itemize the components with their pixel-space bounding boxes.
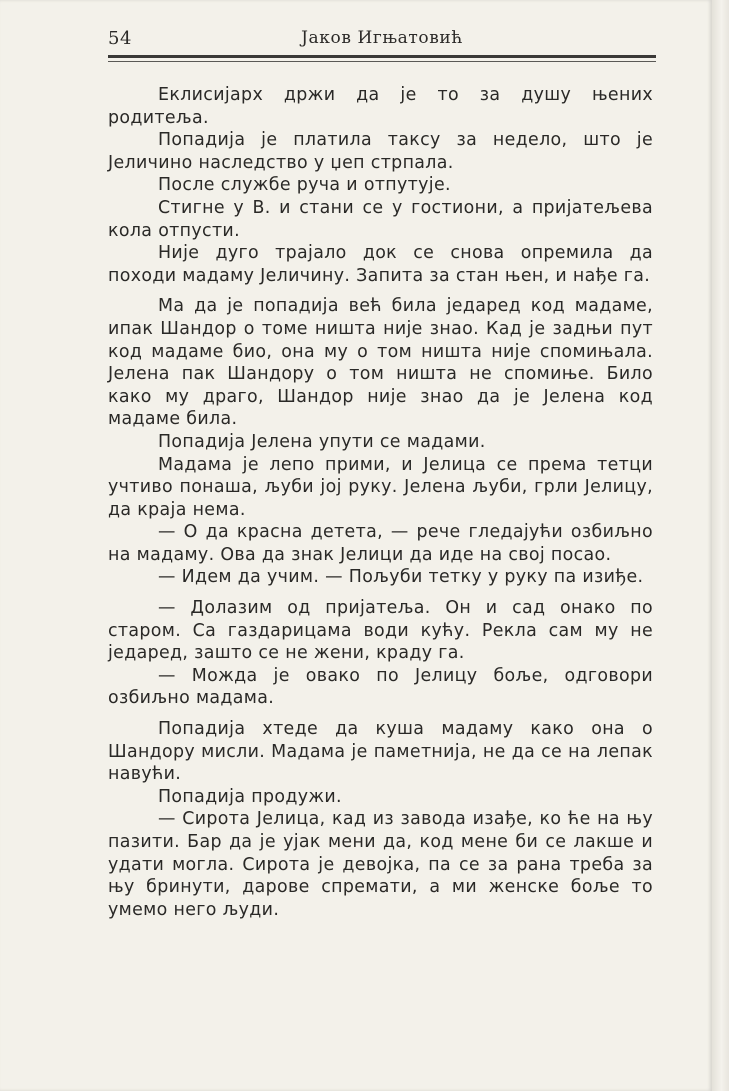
page-edge <box>712 0 729 1091</box>
paragraph: Ма да је попадија већ била једаред код мадаме, ипак Шандор о томе ништа није знао. Кад је задњи пут код мадаме био, она му о том ништа није спомињала. Јелена пак Шандору о том ништа не спомиње. Било како му драго, Шандор није знао да је Јелена код мадаме била. <box>108 296 653 430</box>
paragraph: Попадија хтеде да куша мадаму како она о Шандору мисли. Мадама је паметнија, не да се на лепак навући. <box>108 719 653 785</box>
header-rule-thick <box>108 55 656 58</box>
paragraph: После службе руча и отпутује. <box>158 175 451 196</box>
paragraph: Није дуго трајало док се снова опремила да походи мадаму Јеличину. Запита за стан њен, и нађе га. <box>108 243 653 286</box>
paragraph: — Можда је овако по Јелицу боље, одговори озбиљно мадама. <box>108 665 653 709</box>
page-number: 54 <box>108 28 132 49</box>
paragraph: — О да красна детета, — рече гледајући озбиљно на мадаму. Ова да знак Јелици да иде на свој посао. <box>108 522 653 565</box>
paragraph: Стигне у В. и стани се у гостиони, а пријатељева кола отпусти. <box>108 197 653 241</box>
paragraph: Попадија је платила таксу за недело, што је Јеличино наследство у џеп стрпала. <box>108 130 653 173</box>
paragraph: — Идем да учим. — Пољуби тетку у руку па изиђе. <box>158 567 644 588</box>
paragraph: — Сирота Јелица, кад из завода изађе, ко ће на њу пазити. Бар да је ујак мени да, код мене би се лакше и удати могла. Сирота је девојка, па се за рана треба за њу бринути, дарове спремати, а ми женске боље то умемо него људи. <box>108 809 653 920</box>
paragraph: — Долазим од пријатеља. Он и сад онако по старом. Са газдарицама води кућу. Рекла сам му не једаред, зашто се не жени, краду га. <box>108 598 653 664</box>
page-header <box>108 24 656 54</box>
running-head-author: Јаков Игњатовић <box>301 28 463 48</box>
paragraph: Еклисијарх држи да је то за душу њених родитеља. <box>108 85 653 128</box>
body-text <box>108 84 653 921</box>
paragraph: Мадама је лепо прими, и Јелица се према тетци учтиво понаша, љуби јој руку. Јелена љуби, грли Јелицу, да краја нема. <box>108 454 653 520</box>
paragraph: Попадија продужи. <box>158 786 342 807</box>
header-rule-thin <box>108 61 656 62</box>
paragraph: Попадија Јелена упути се мадами. <box>158 431 486 452</box>
